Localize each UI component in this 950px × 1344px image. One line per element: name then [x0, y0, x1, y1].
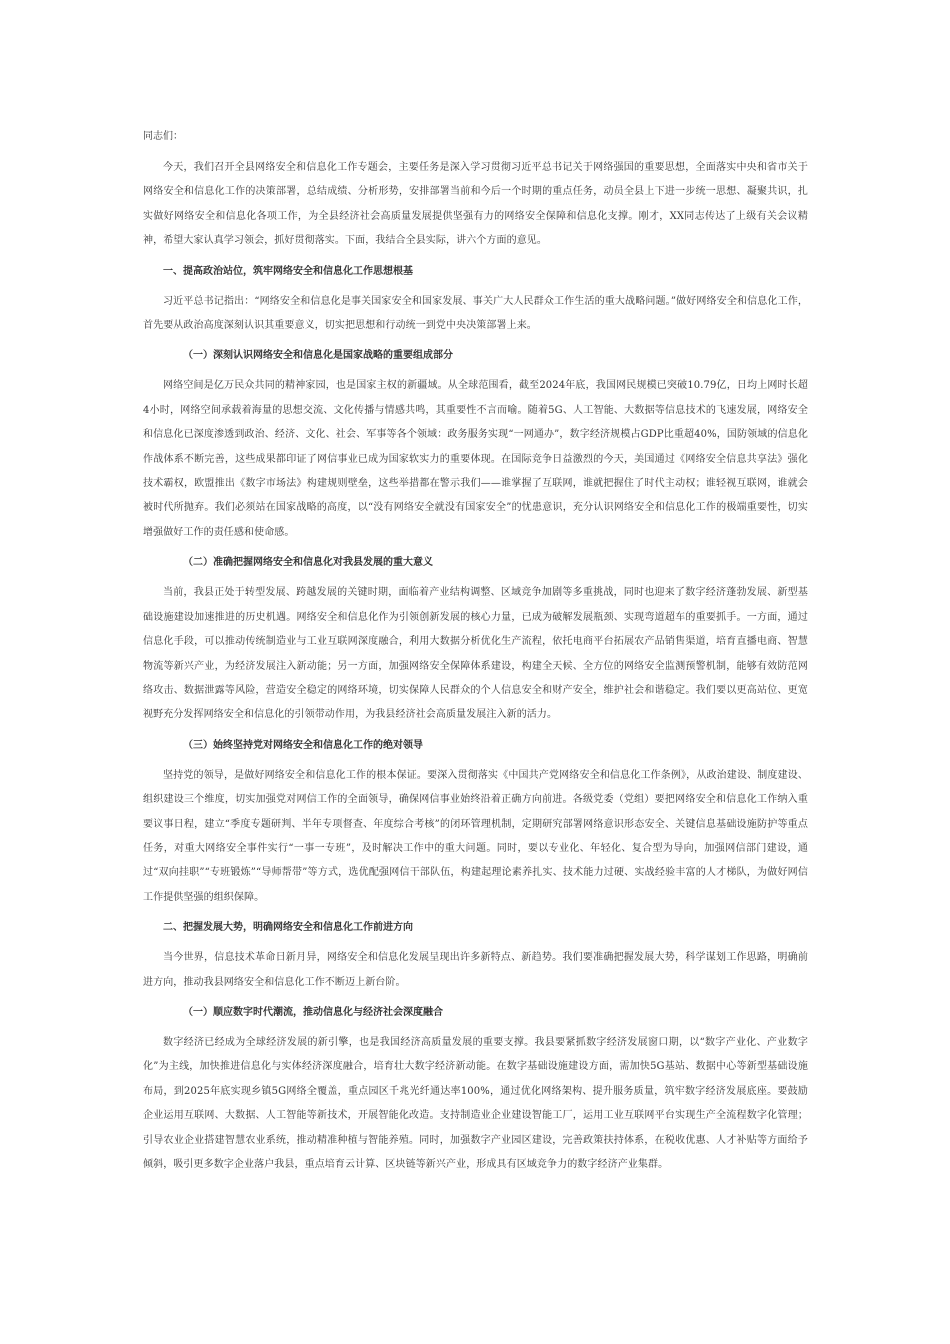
- intro-paragraph: 今天，我们召开全县网络安全和信息化工作专题会，主要任务是深入学习贯彻习近平总书记关于网络强国的重要思想，全面落实中央和省市关于网络安全和信息化工作的决策部署，总结成绩、分析形势，安排部署当前和今后一个时期的重点任务，动员全县上下进一步统一思想、凝聚共识，扎实做好网络安全和信息化各项工作，为全县经济社会高质量发展提供坚强有力的网络安全保障和信息化支撑。刚才，XX同志传达了上级有关会议精神，希望大家认真学习领会，抓好贯彻落实。下面，我结合全县实际，讲六个方面的意见。: [143, 162, 808, 247]
- subsection-1-1-paragraph: 网络空间是亿万民众共同的精神家园，也是国家主权的新疆域。从全球范围看，截至2024年底，我国网民规模已突破10.79亿，日均上网时长超4小时，网络空间承载着海量的思想交流、文化传播与情感共鸣，其重要性不言而喻。随着5G、人工智能、大数据等信息技术的飞速发展，网络安全和信息化已深度渗透到政治、经济、文化、社会、军事等各个领域：政务服务实现“一网通办”，数字经济规模占GDP比重超40%，国防领域的信息化作战体系不断完善，这些成果都印证了网信事业已成为国家软实力的重要体现。在国际竞争日益激烈的今天，美国通过《网络安全信息共享法》强化技术霸权，欧盟推出《数字市场法》构建规则壁垒，这些举措都在警示我们——谁掌握了互联网，谁就把握住了时代主动权；谁轻视互联网，谁就会被时代所抛弃。我们必须站在国家战略的高度，以“没有网络安全就没有国家安全”的忧患意识，充分认识网络安全和信息化工作的极端重要性，切实增强做好工作的责任感和使命感。: [143, 380, 808, 538]
- subsection-1-3-paragraph: 坚持党的领导，是做好网络安全和信息化工作的根本保证。要深入贯彻落实《中国共产党网络安全和信息化工作条例》，从政治建设、制度建设、组织建设三个维度，切实加强党对网信工作的全面领导，确保网信事业始终沿着正确方向前进。各级党委（党组）要把网络安全和信息化工作纳入重要议事日程，建立“季度专题研判、半年专项督查、年度综合考核”的闭环管理机制，定期研究部署网络意识形态安全、关键信息基础设施防护等重点任务，对重大网络安全事件实行“一事一专班”，及时解决工作中的重大问题。同时，要以专业化、年轻化、复合型为导向，加强网信部门建设，通过“双向挂职”“专班锻炼”“导师帮带”等方式，选优配强网信干部队伍，构建起理论素养扎实、技术能力过硬、实战经验丰富的人才梯队，为做好网信工作提供坚强的组织保障。: [143, 769, 808, 903]
- subsection-heading-1-2: （二）准确把握网络安全和信息化对我县发展的重大意义: [183, 557, 433, 569]
- section-heading-1: 一、提高政治站位，筑牢网络安全和信息化工作思想根基: [163, 265, 413, 277]
- document-page: [143, 127, 808, 1183]
- section-1-paragraph: 习近平总书记指出：“网络安全和信息化是事关国家安全和国家发展、事关广大人民群众工作生活的重大战略问题。”做好网络安全和信息化工作，首先要从政治高度深刻认识其重要意义，切实把思想和行动统一到党中央决策部署上来。: [143, 295, 808, 332]
- section-heading-2: 二、把握发展大势，明确网络安全和信息化工作前进方向: [163, 922, 413, 934]
- salutation: 同志们：: [143, 131, 183, 142]
- subsection-heading-1-3: （三）始终坚持党对网络安全和信息化工作的绝对领导: [183, 739, 423, 751]
- subsection-heading-2-1: （一）顺应数字时代潮流，推动信息化与经济社会深度融合: [183, 1006, 443, 1018]
- section-2-paragraph: 当今世界，信息技术革命日新月异，网络安全和信息化发展呈现出许多新特点、新趋势。我们要准确把握发展大势，科学谋划工作思路，明确前进方向，推动我县网络安全和信息化工作不断迈上新台阶。: [143, 952, 808, 988]
- subsection-1-2-paragraph: 当前，我县正处于转型发展、跨越发展的关键时期，面临着产业结构调整、区域竞争加剧等多重挑战，同时也迎来了数字经济蓬勃发展、新型基础设施建设加速推进的历史机遇。网络安全和信息化作为引领创新发展的核心力量，已成为破解发展瓶颈、实现弯道超车的重要抓手。一方面，通过信息化手段，可以推动传统制造业与工业互联网深度融合，利用大数据分析优化生产流程，依托电商平台拓展农产品销售渠道，培育直播电商、智慧物流等新兴产业，为经济发展注入新动能；另一方面，加强网络安全保障体系建设，构建全天候、全方位的网络安全监测预警机制，能够有效防范网络攻击、数据泄露等风险，营造安全稳定的网络环境，切实保障人民群众的个人信息安全和财产安全，维护社会和谐稳定。我们要以更高站位、更宽视野充分发挥网络安全和信息化的引领带动作用，为我县经济社会高质量发展注入新的活力。: [143, 587, 808, 721]
- subsection-heading-1-1: （一）深刻认识网络安全和信息化是国家战略的重要组成部分: [183, 350, 453, 362]
- subsection-2-1-paragraph: 数字经济已经成为全球经济发展的新引擎，也是我国经济高质量发展的重要支撑。我县要紧抓数字经济发展窗口期，以“数字产业化、产业数字化”为主线，加快推进信息化与实体经济深度融合，培育壮大数字经济新动能。在数字基础设施建设方面，需加快5G基站、数据中心等新型基础设施布局，到2025年底实现乡镇5G网络全覆盖，重点园区千兆光纤通达率100%，通过优化网络架构、提升服务质量，筑牢数字经济发展底座。要鼓励企业运用互联网、大数据、人工智能等新技术，开展智能化改造。支持制造业企业建设智能工厂，运用工业互联网平台实现生产全流程数字化管理；引导农业企业搭建智慧农业系统，推动精准种植与智能养殖。同时，加强数字产业园区建设，完善政策扶持体系，在税收优惠、人才补贴等方面给予倾斜，吸引更多数字企业落户我县，重点培育云计算、区块链等新兴产业，形成具有区域竞争力的数字经济产业集群。: [143, 1036, 808, 1170]
